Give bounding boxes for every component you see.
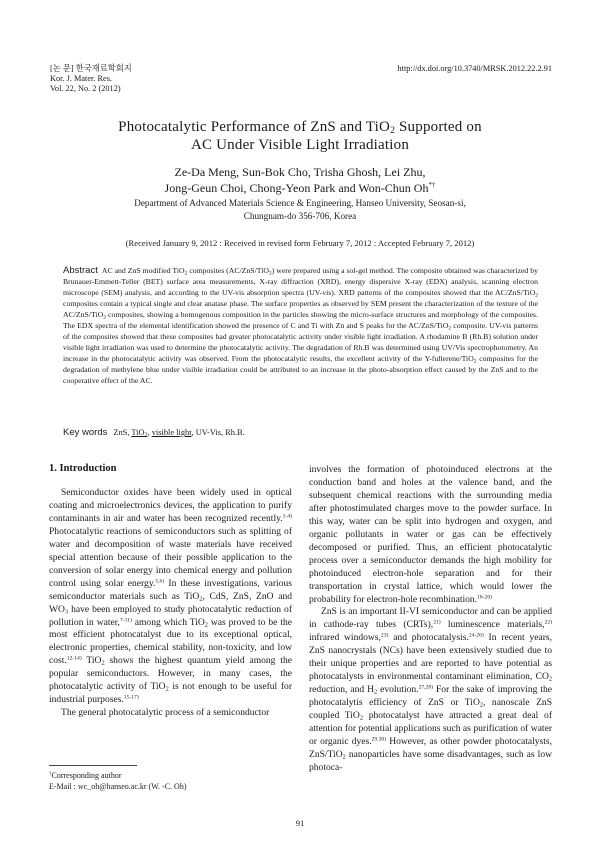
left-column	[49, 487, 292, 720]
paragraph: The general photocatalytic process of a semiconductor	[61, 707, 270, 719]
body-text: reduction, and H	[309, 684, 375, 696]
citation: 18-20)	[477, 593, 492, 600]
keyword: , UV-Vis, Rh.B.	[191, 428, 245, 437]
paper-title	[40, 118, 560, 154]
subscript: 2	[479, 701, 484, 709]
footnote-mark: †	[49, 772, 52, 777]
body-text: Photocatalytic reactions of semiconductors such as splitting of water and decomposition of waste materials have received special attention because of their possible application to the conversion of solar energy into chemical energy and pollution control using solar energy.	[49, 525, 292, 589]
corresponding-mark: *†	[428, 181, 436, 189]
subscript: 2	[268, 270, 272, 277]
abstract-text: composites for the degradation of methylene blue under visible irradiation could be attributed to an increase in the photo-absorption effect caused by the ZnS and to the cooperative effect of the AC.	[63, 354, 538, 386]
title-part1: Photocatalytic Performance of ZnS and TiO	[118, 119, 391, 135]
paragraph	[49, 487, 292, 707]
abstract-text: ) were prepared using a sol-gel method. The composite obtained was characterized by Brunauer-Emmett-Teller (BET) surface area measurements, X-ray diffraction (XRD), energy dispersive X-ray (EDX) analysis, scanning electron microscope (SEM) analysis, and according to the UV-vis absorption spectra (UV-vis). XRD patterns of the composites showed that the AC/ZnS/TiO	[63, 266, 538, 298]
affiliation	[40, 197, 560, 222]
subscript: 2	[359, 714, 363, 722]
subscript: 2	[103, 314, 106, 321]
subscript: 2	[165, 685, 169, 693]
footnote-line1: Corresponding author	[51, 771, 122, 780]
keywords-label: Key words	[63, 427, 108, 438]
citation: 21)	[433, 619, 441, 626]
affiliation-line2: Chungnam-do 356-706, Korea	[243, 210, 357, 221]
citation: 1-4)	[282, 513, 292, 520]
body-text: ZnS is an important II-VI semiconductor and can be applied in cathode-ray tubes (CRTs),	[309, 606, 552, 631]
keyword-link[interactable]	[131, 428, 147, 437]
journal-header	[50, 64, 132, 94]
citation: 24-26)	[468, 632, 484, 639]
body-text: is not enough to be useful for industrial purposes.	[49, 681, 292, 706]
body-text: have been employed to study photocatalytic reduction of pollution in water,	[49, 603, 292, 628]
body-text: , nanoscale ZnS coupled TiO	[309, 697, 553, 722]
citation: 29,30)	[371, 736, 387, 743]
subscript: 2	[374, 688, 378, 696]
subscript: 2	[144, 432, 148, 439]
body-text: In recent years, ZnS nanocrystals (NCs) have been extensively studied due to their unique properties and are reported to have potential as photocatalysts in environmental contaminant elimination, CO	[309, 632, 552, 683]
author-list	[40, 164, 560, 196]
abstract-text: composite. UV-vis patterns of the composites showed that these composites had greater photocatalytic activity under visible light irradiation. A rhodamine B (Rh.B) solution under visible light irradiation was used to determine the photocatalytic activity. The degradation of Rh.B was determined using UV/Vis spectrophotometry. An increase in the photocatalytic activity was observed. From the photocatalytic results, the excellent activity of the Y-fullerene/TiO	[63, 321, 539, 364]
abstract-label: Abstract	[63, 265, 98, 276]
body-text: involves the formation of photoinduced electrons at the conduction band and holes at the valence band, and the subsequent chemical reactions with the surrounding media after photostimulated charges move to the powder surface. In this way, water can be split into hydrogen and oxygen, and organic pollutants in water or gas can be effectively decomposed or purified. Thus, an efficient photocatalytic process over a semiconductor demands the high mobility for photoinduced electron-hole separation and for their transportation in crystal lattice, which would lower the probability for electron-hole recombination.	[309, 464, 552, 605]
abstract-text: composites, showing a homogenous composition in the particles showing the micro-surface structures and morphology of the composites. The EDX spectra of the elemental identification showed the presence of C and Ti with Zn and S peaks for the AC/ZnS/TiO	[63, 310, 538, 331]
body-text: Semiconductor oxides have been widely used in optical coating and microelectronics devices, the application to purify contaminants in air and water has been recognized recently.	[49, 487, 292, 524]
subscript: 2	[199, 595, 203, 603]
abstract-text: AC and ZnS modified TiO	[101, 266, 185, 275]
paragraph	[309, 464, 552, 606]
subscript: 2	[448, 325, 452, 332]
keywords	[63, 427, 538, 438]
citation: 7-11)	[119, 616, 132, 623]
subscript: 2	[101, 659, 105, 667]
keyword: TiO	[131, 428, 145, 437]
body-text: nanoparticles have some disadvantages, such as low photoca-	[309, 748, 552, 773]
body-text: For the sake of improving the photocatalytis efficiency of ZnS or TiO	[309, 684, 552, 709]
journal-volume: Vol. 22, No. 2 (2012)	[50, 84, 121, 93]
keyword-separator: ,	[147, 428, 152, 437]
body-text: photocatalyst have attracted a great deal of attention for potential applications such as purification of water or organic dyes.	[309, 710, 552, 748]
body-text: among which TiO	[131, 616, 205, 628]
journal-abbreviation: Kor. J. Mater. Res.	[50, 74, 112, 83]
affiliation-line1: Department of Advanced Materials Science & Engineering, Hanseo University, Seosan-si,	[134, 198, 466, 208]
body-text: and photocatalysis.	[388, 632, 469, 644]
subscript: 2	[473, 358, 477, 365]
title-part2: Supported on	[399, 119, 482, 135]
body-text: In these investigations, various semiconductor materials such as TiO	[49, 577, 292, 602]
citation: 23)	[380, 632, 389, 639]
subscript: 2	[342, 753, 346, 761]
section-heading: 1. Introduction	[49, 463, 117, 474]
page-number: 91	[295, 818, 305, 828]
subscript: 2	[204, 621, 208, 629]
body-text: TiO	[81, 655, 102, 667]
paragraph	[309, 606, 552, 774]
corresponding-email: E-Mail : wc_oh@hanseo.ac.kr (W. -C. Oh)	[49, 781, 187, 791]
title-subscript: 2	[390, 126, 396, 136]
subscript: 2	[535, 292, 538, 299]
citation: 15-17)	[123, 694, 139, 701]
subscript: 2	[184, 270, 188, 277]
abstract	[63, 265, 538, 387]
journal-korean-name: [논 문] 한국재료학회지	[50, 64, 132, 73]
footnote-divider	[49, 765, 137, 766]
body-text: infrared windows,	[309, 632, 381, 644]
abstract-text: composites (AC/ZnS/TiO	[187, 266, 269, 275]
subscript: 3	[64, 608, 69, 616]
footnote	[49, 771, 186, 792]
authors-line2: Jong-Geun Choi, Chong-Yeon Park and Won-Chun Oh	[164, 181, 429, 195]
body-text: , CdS, ZnS, ZnO and WO	[49, 590, 292, 615]
citation: 5,6)	[155, 578, 165, 585]
citation: 27,28)	[418, 684, 434, 691]
right-column	[309, 464, 552, 775]
citation: 12-14)	[66, 655, 82, 662]
received-dates: (Received January 9, 2012 : Received in revised form February 7, 2012 : Accepted February 7, 2012)	[125, 238, 475, 248]
title-line2: AC Under Visible Light Irradiation	[190, 137, 410, 153]
keyword-link[interactable]: visible light	[151, 428, 192, 437]
citation: 22)	[544, 619, 552, 626]
abstract-text: composites contain a typical single and clear anatase phase. The surface properties as observed by SEM present the characterization of the texture of the AC/ZnS/TiO	[63, 299, 538, 320]
body-text: evolution.	[377, 684, 419, 696]
body-text: was proved to be the most efficient photocatalyst due to its exceptional optical, electronic properties, chemical stability, non-toxicity, and low cost.	[49, 616, 292, 667]
subscript: 2	[548, 675, 552, 683]
authors-line1: Ze-Da Meng, Sun-Bok Cho, Trisha Ghosh, Lei Zhu,	[174, 165, 426, 179]
body-text: shows the highest quantum yield among the popular semiconductors. However, in many cases, the photocatalytic activity of TiO	[49, 655, 292, 693]
keyword: ZnS,	[113, 428, 132, 437]
body-text: However, as other powder photocatalysts, ZnS/TiO	[309, 736, 552, 760]
body-text: luminescence materials,	[440, 619, 545, 631]
doi-link[interactable]: http://dx.doi.org/10.3740/MRSK.2012.22.2.91	[397, 64, 552, 73]
